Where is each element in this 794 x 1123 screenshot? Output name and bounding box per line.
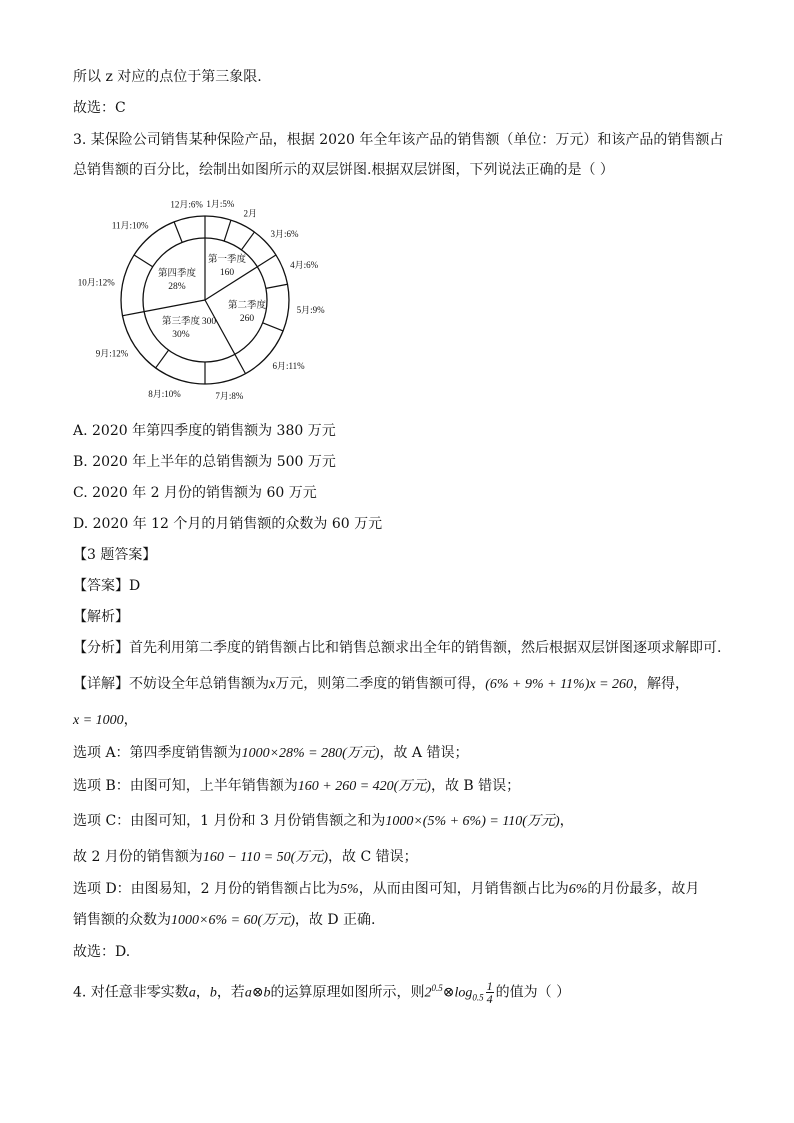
month-label-3: 3月:6% (270, 228, 299, 239)
quarter-value-2: 260 (239, 314, 255, 324)
explain-option-c: 选项 C：由图可知，1 月份和 3 月份销售额之和为1000×(5% + 6%) = 110(万元)， (73, 813, 574, 829)
month-label-9: 9月:12% (95, 348, 129, 359)
month-label-6: 6月:11% (272, 360, 305, 371)
month-boundary-5 (266, 284, 288, 288)
option-c: C. 2020 年 2 月份的销售额为 60 万元 (73, 485, 317, 501)
explain-option-a: 选项 A：第四季度销售额为1000×28% = 280(万元)，故 A 错误； (73, 745, 469, 761)
pie-group (78, 199, 325, 401)
quarter-name-1: 第一季度 (207, 255, 247, 265)
month-boundary-7 (235, 354, 246, 373)
final-answer: 故选：D. (73, 944, 131, 960)
text-line-2: 故选：C (73, 100, 126, 116)
analysis-header: 【解析】 (73, 609, 129, 625)
question-3-line-1: 3. 某保险公司销售某种保险产品，根据 2020 年全年该产品的销售额（单位：万元）和该产品的销售额占 (73, 132, 724, 148)
month-label-2: 2月 (243, 208, 258, 219)
quarter-name-3: 第三季度 (161, 317, 201, 327)
quarter-value-3: 30% (172, 330, 190, 340)
detail-line-2: x = 1000， (73, 712, 138, 728)
quarter-name-4: 第四季度 (157, 269, 197, 279)
explain-option-d: 选项 D：由图易知，2 月份的销售额占比为5%，从而由图可知，月销售额占比为6%的月份最多，故月 (73, 881, 700, 897)
month-boundary-9 (156, 350, 169, 368)
explain-option-b: 选项 B：由图可知，上半年销售额为160 + 260 = 420(万元)，故 B 错误； (73, 778, 521, 794)
month-boundary-11 (134, 255, 153, 267)
month-boundary-2 (224, 220, 231, 241)
explain-option-d-2: 销售额的众数为1000×6% = 60(万元)，故 D 正确. (73, 912, 376, 928)
question-4: 4. 对任意非零实数a，b，若a⊗b的运算原理如图所示，则$2^{0.5}\otimes\log_{0.5}$ $\frac{1}{4}$ 的值为（ ） (73, 979, 571, 1007)
month-boundary-4 (257, 255, 276, 267)
month-label-10: 10月:12% (77, 277, 115, 288)
answer-header: 【3 题答案】 (73, 547, 157, 563)
quarter-name-2: 第二季度 (227, 301, 267, 311)
month-label-8: 8月:10% (148, 389, 181, 400)
text-line-1: 所以 z 对应的点位于第三象限. (73, 69, 262, 85)
option-b: B. 2020 年上半年的总销售额为 500 万元 (73, 454, 336, 470)
detail-line-1: 【详解】不妨设全年总销售额为x万元，则第二季度的销售额可得，(6% + 9% + 11%)x = 260，解得， (73, 676, 690, 692)
quarter-value-1: 160 (219, 268, 235, 278)
analysis-fenxi: 【分析】首先利用第二季度的销售额占比和销售总额求出全年的销售额，然后根据双层饼图逐项求解即可. (73, 640, 722, 656)
month-label-1: 1月:5% (206, 199, 235, 210)
month-label-11: 11月:10% (111, 220, 149, 231)
question-3-line-2: 总销售额的百分比，绘制出如图所示的双层饼图.根据双层饼图，下列说法正确的是（ ） (73, 162, 614, 178)
fraction-one-quarter: $\frac{1}{4}$ (486, 979, 493, 1007)
month-boundary-3 (241, 232, 254, 250)
month-label-4: 4月:6% (290, 259, 319, 270)
quarter-boundary-4 (144, 300, 205, 312)
option-d: D. 2020 年 12 个月的月销售额的众数为 60 万元 (73, 516, 383, 532)
month-boundary-6 (263, 323, 283, 331)
double-layer-pie-chart (60, 196, 360, 406)
quarter-amount-3: 300 (201, 317, 217, 327)
answer-line: 【答案】D (73, 578, 141, 594)
month-boundary-12 (174, 222, 182, 242)
month-boundary-10 (122, 312, 144, 316)
explain-option-c-2: 故 2 月份的销售额为160 − 110 = 50(万元)，故 C 错误； (73, 849, 418, 865)
month-label-12: 12月:6% (170, 199, 203, 210)
month-label-7: 7月:8% (215, 390, 244, 401)
option-a: A. 2020 年第四季度的销售额为 380 万元 (73, 423, 336, 439)
quarter-value-4: 28% (168, 282, 186, 292)
month-label-5: 5月:9% (296, 305, 325, 316)
